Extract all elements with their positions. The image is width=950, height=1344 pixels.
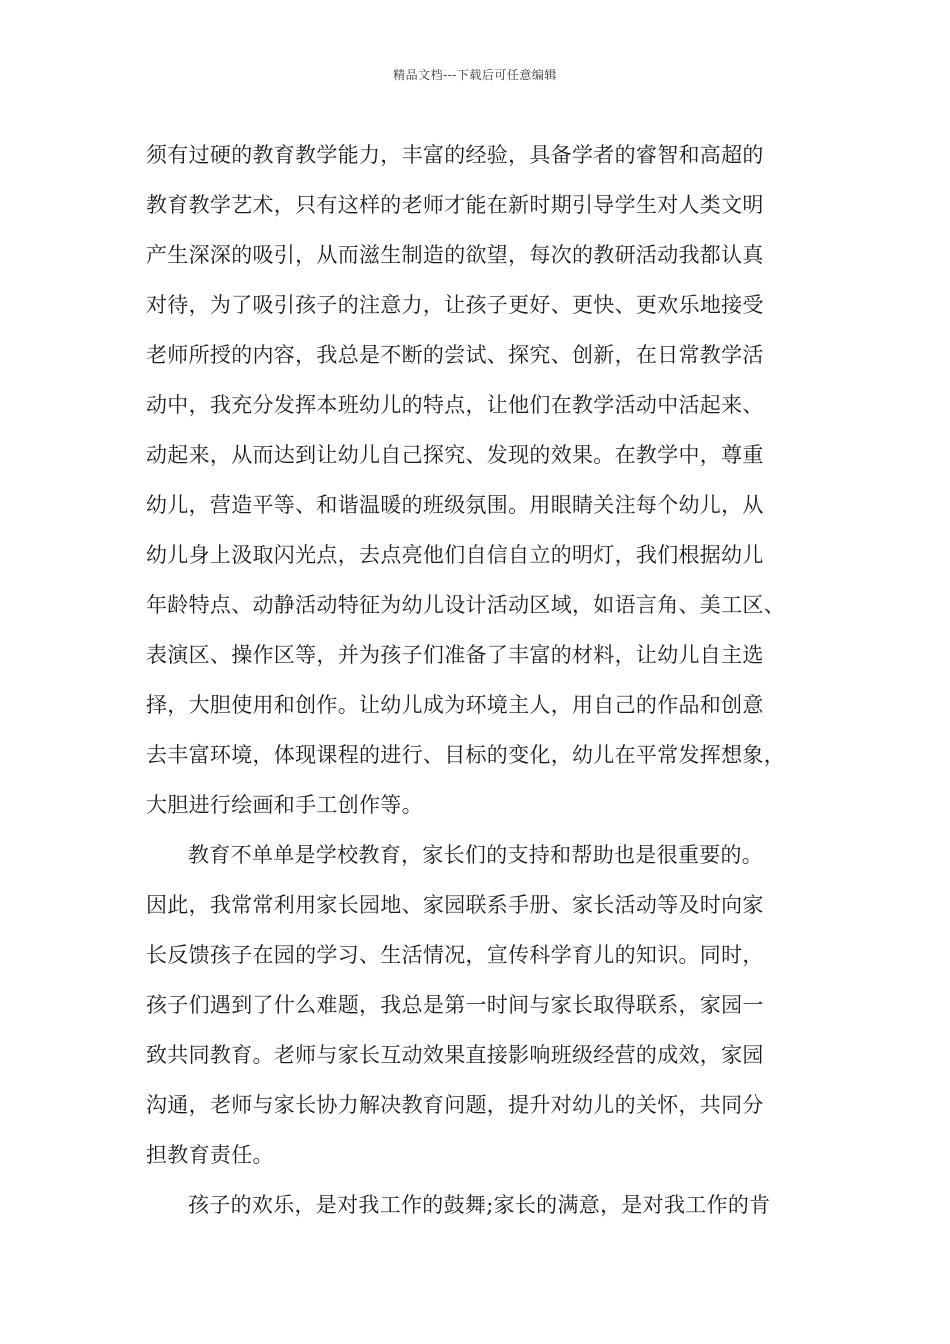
text-line: 教育教学艺术，只有这样的老师才能在新时期引导学生对人类文明 <box>146 193 764 217</box>
text-line: 幼儿身上汲取闪光点，去点亮他们自信自立的明灯，我们根据幼儿 <box>146 543 764 567</box>
text-line: 年龄特点、动静活动特征为幼儿设计活动区域，如语言角、美工区、 <box>146 593 785 617</box>
text-line: 择，大胆使用和创作。让幼儿成为环境主人，用自己的作品和创意 <box>146 693 764 717</box>
text-line: 表演区、操作区等，并为孩子们准备了丰富的材料，让幼儿自主选 <box>146 643 764 667</box>
text-line: 动起来，从而达到让幼儿自己探究、发现的效果。在教学中，尊重 <box>146 443 764 467</box>
text-line: 去丰富环境，体现课程的进行、目标的变化，幼儿在平常发挥想象， <box>146 743 785 767</box>
text-line: 大胆进行绘画和手工创作等。 <box>146 793 423 817</box>
text-line: 因此，我常常利用家长园地、家园联系手册、家长活动等及时向家 <box>146 893 764 917</box>
text-line: 对待，为了吸引孩子的注意力，让孩子更好、更快、更欢乐地接受 <box>146 293 764 317</box>
text-line: 孩子的欢乐，是对我工作的鼓舞;家长的满意，是对我工作的肯 <box>188 1193 771 1217</box>
text-line: 老师所授的内容，我总是不断的尝试、探究、创新，在日常教学活 <box>146 343 764 367</box>
text-line: 教育不单单是学校教育，家长们的支持和帮助也是很重要的。 <box>188 843 764 867</box>
text-line: 沟通，老师与家长协力解决教育问题，提升对幼儿的关怀，共同分 <box>146 1093 764 1117</box>
text-line: 幼儿，营造平等、和谐温暖的班级氛围。用眼睛关注每个幼儿，从 <box>146 493 764 517</box>
body-text <box>146 130 826 1230</box>
text-line: 致共同教育。老师与家长互动效果直接影响班级经营的成效，家园 <box>146 1043 764 1067</box>
text-line: 长反馈孩子在园的学习、生活情况，宣传科学育儿的知识。同时， <box>146 943 764 967</box>
text-line: 须有过硬的教育教学能力，丰富的经验，具备学者的睿智和高超的 <box>146 143 764 167</box>
text-line: 产生深深的吸引，从而滋生制造的欲望，每次的教研活动我都认真 <box>146 243 764 267</box>
text-line: 动中，我充分发挥本班幼儿的特点，让他们在教学活动中活起来、 <box>146 393 764 417</box>
page-header: 精品文档---下载后可任意编辑 <box>393 68 557 82</box>
text-line: 担教育责任。 <box>146 1143 274 1167</box>
text-line: 孩子们遇到了什么难题，我总是第一时间与家长取得联系，家园一 <box>146 993 764 1017</box>
